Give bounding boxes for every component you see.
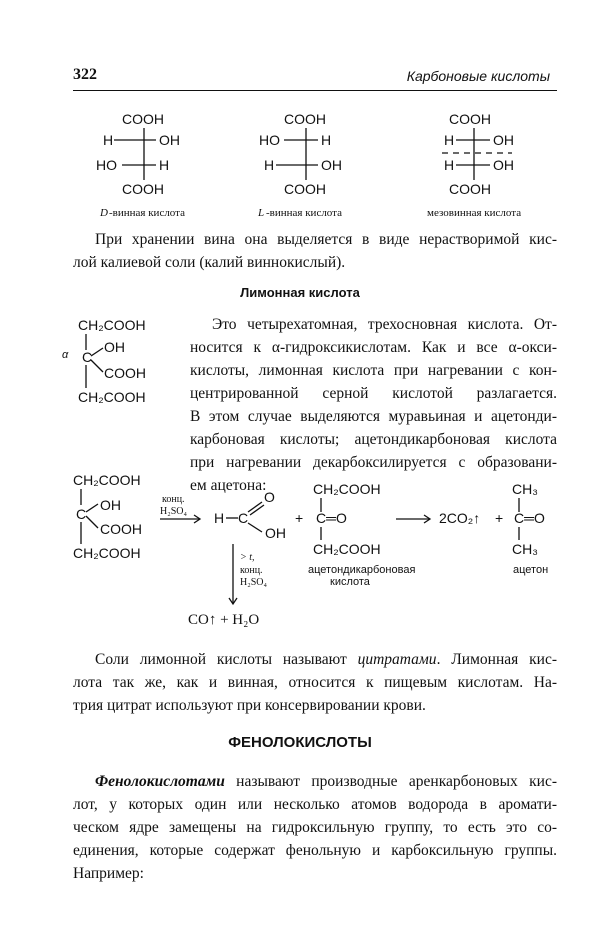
- svg-text:C═O: C═O: [316, 510, 347, 526]
- term-phenolic-acids: Фенолокислотами: [95, 773, 225, 790]
- svg-text:CH₂COOH: CH₂COOH: [313, 541, 381, 557]
- paragraph-wine: При хранении вина она выделяется в виде нерастворимой кис- лой калиевой соли (калий виннокислый).: [73, 231, 557, 271]
- svg-text:конц.: конц.: [162, 494, 185, 505]
- svg-text:COOH: COOH: [122, 181, 164, 197]
- meso-tartaric-structure: [427, 111, 521, 219]
- svg-text:HO: HO: [259, 132, 280, 148]
- svg-text:CH₂COOH: CH₂COOH: [78, 389, 146, 405]
- citric-acid-formula: [60, 310, 190, 410]
- svg-text:конц.: конц.: [240, 565, 263, 576]
- svg-text:H₂SO₄: H₂SO₄: [240, 577, 267, 588]
- l-caption-prefix: L: [258, 207, 265, 219]
- l-tartaric-structure: [257, 111, 342, 219]
- svg-text:CH₂COOH: CH₂COOH: [73, 545, 141, 561]
- svg-text:COOH: COOH: [449, 111, 491, 127]
- svg-text:OH: OH: [265, 525, 286, 541]
- running-title: Карбоновые кислоты: [406, 68, 550, 84]
- page-number: 322: [73, 66, 97, 83]
- svg-text:OH: OH: [493, 157, 514, 173]
- svg-text:OH: OH: [493, 132, 514, 148]
- l-caption: -винная кислота: [266, 207, 342, 219]
- paragraph-phenolic-acids: Фенолокислотами называют производные аренкарбоновых кис- лот, у которых один или несколько атомов водорода в аромати- ческом ядре замещены на гидроксильную группу, то есть это со- единения, которые содержат фенольную и карбоксильную группы. Например:: [73, 773, 557, 882]
- svg-text:OH: OH: [159, 132, 180, 148]
- svg-text:COOH: COOH: [122, 111, 164, 127]
- svg-text:OH: OH: [104, 339, 125, 355]
- svg-text:+: +: [295, 510, 304, 526]
- svg-text:H: H: [103, 132, 114, 148]
- svg-text:H: H: [321, 132, 332, 148]
- svg-text:COOH: COOH: [100, 521, 142, 537]
- svg-text:2CO₂↑: 2CO₂↑: [439, 510, 481, 526]
- co-h2o-products: CO↑ + H₂O: [188, 612, 260, 628]
- svg-text:CH₂COOH: CH₂COOH: [78, 317, 146, 333]
- svg-text:ацетондикарбоновая: ацетондикарбоновая: [308, 564, 416, 576]
- paragraph-citric: Это четырехатомная, трехосновная кислота. От- носится к α-гидроксикислотам. Как и все α-окси- кислоты, лимонная кислота при нагревании с кон- центрированной серной кислотой разлагается. В этом случае выделяются муравьиная и ацетонди- карбоновая кислоты; ацетондикарбоновая кислота при нагревании декарбоксилируется с образовани- ем ацетона:: [190, 316, 557, 494]
- section-heading-phenolic-acids: ФЕНОЛОКИСЛОТЫ: [228, 734, 372, 751]
- citric-acid-heading: Лимонная кислота: [240, 285, 360, 300]
- svg-text:ацетон: ацетон: [513, 564, 549, 576]
- svg-text:CH₂COOH: CH₂COOH: [313, 481, 381, 497]
- svg-text:C═O: C═O: [514, 510, 545, 526]
- svg-text:C: C: [238, 510, 249, 526]
- svg-text:CH₂COOH: CH₂COOH: [73, 472, 141, 488]
- svg-text:> t,: > t,: [240, 552, 255, 563]
- paragraph-citrates: Соли лимонной кислоты называют цитратами. Лимонная кис- лота так же, как и винная, относится к пищевым кислотам. На- трия цитрат используют при консервировании крови.: [73, 651, 557, 714]
- svg-text:COOH: COOH: [104, 365, 146, 381]
- svg-text:HO: HO: [96, 157, 117, 173]
- term-citrates: цитратами: [357, 651, 437, 668]
- svg-text:OH: OH: [321, 157, 342, 173]
- svg-text:H: H: [444, 132, 455, 148]
- svg-text:+: +: [495, 510, 504, 526]
- tartaric-acid-structures: [0, 98, 600, 228]
- svg-text:COOH: COOH: [284, 181, 326, 197]
- svg-text:H: H: [444, 157, 455, 173]
- svg-text:COOH: COOH: [284, 111, 326, 127]
- d-caption: -винная кислота: [109, 207, 185, 219]
- svg-text:α: α: [62, 349, 69, 361]
- svg-text:кислота: кислота: [330, 576, 370, 588]
- svg-text:CH₃: CH₃: [512, 481, 538, 497]
- citric-decomposition-scheme: [0, 468, 600, 633]
- svg-text:H₂SO₄: H₂SO₄: [160, 506, 187, 517]
- svg-text:H: H: [214, 510, 225, 526]
- svg-text:C: C: [76, 506, 87, 522]
- d-caption-prefix: D: [100, 207, 108, 219]
- svg-text:CH₃: CH₃: [512, 541, 538, 557]
- svg-text:COOH: COOH: [449, 181, 491, 197]
- svg-text:C: C: [82, 349, 93, 365]
- svg-text:OH: OH: [100, 497, 121, 513]
- header-rule: [73, 90, 557, 91]
- d-tartaric-structure: [96, 111, 185, 219]
- svg-text:H: H: [159, 157, 170, 173]
- svg-text:H: H: [264, 157, 275, 173]
- svg-text:O: O: [264, 489, 275, 505]
- meso-caption: мезовинная кислота: [427, 207, 522, 219]
